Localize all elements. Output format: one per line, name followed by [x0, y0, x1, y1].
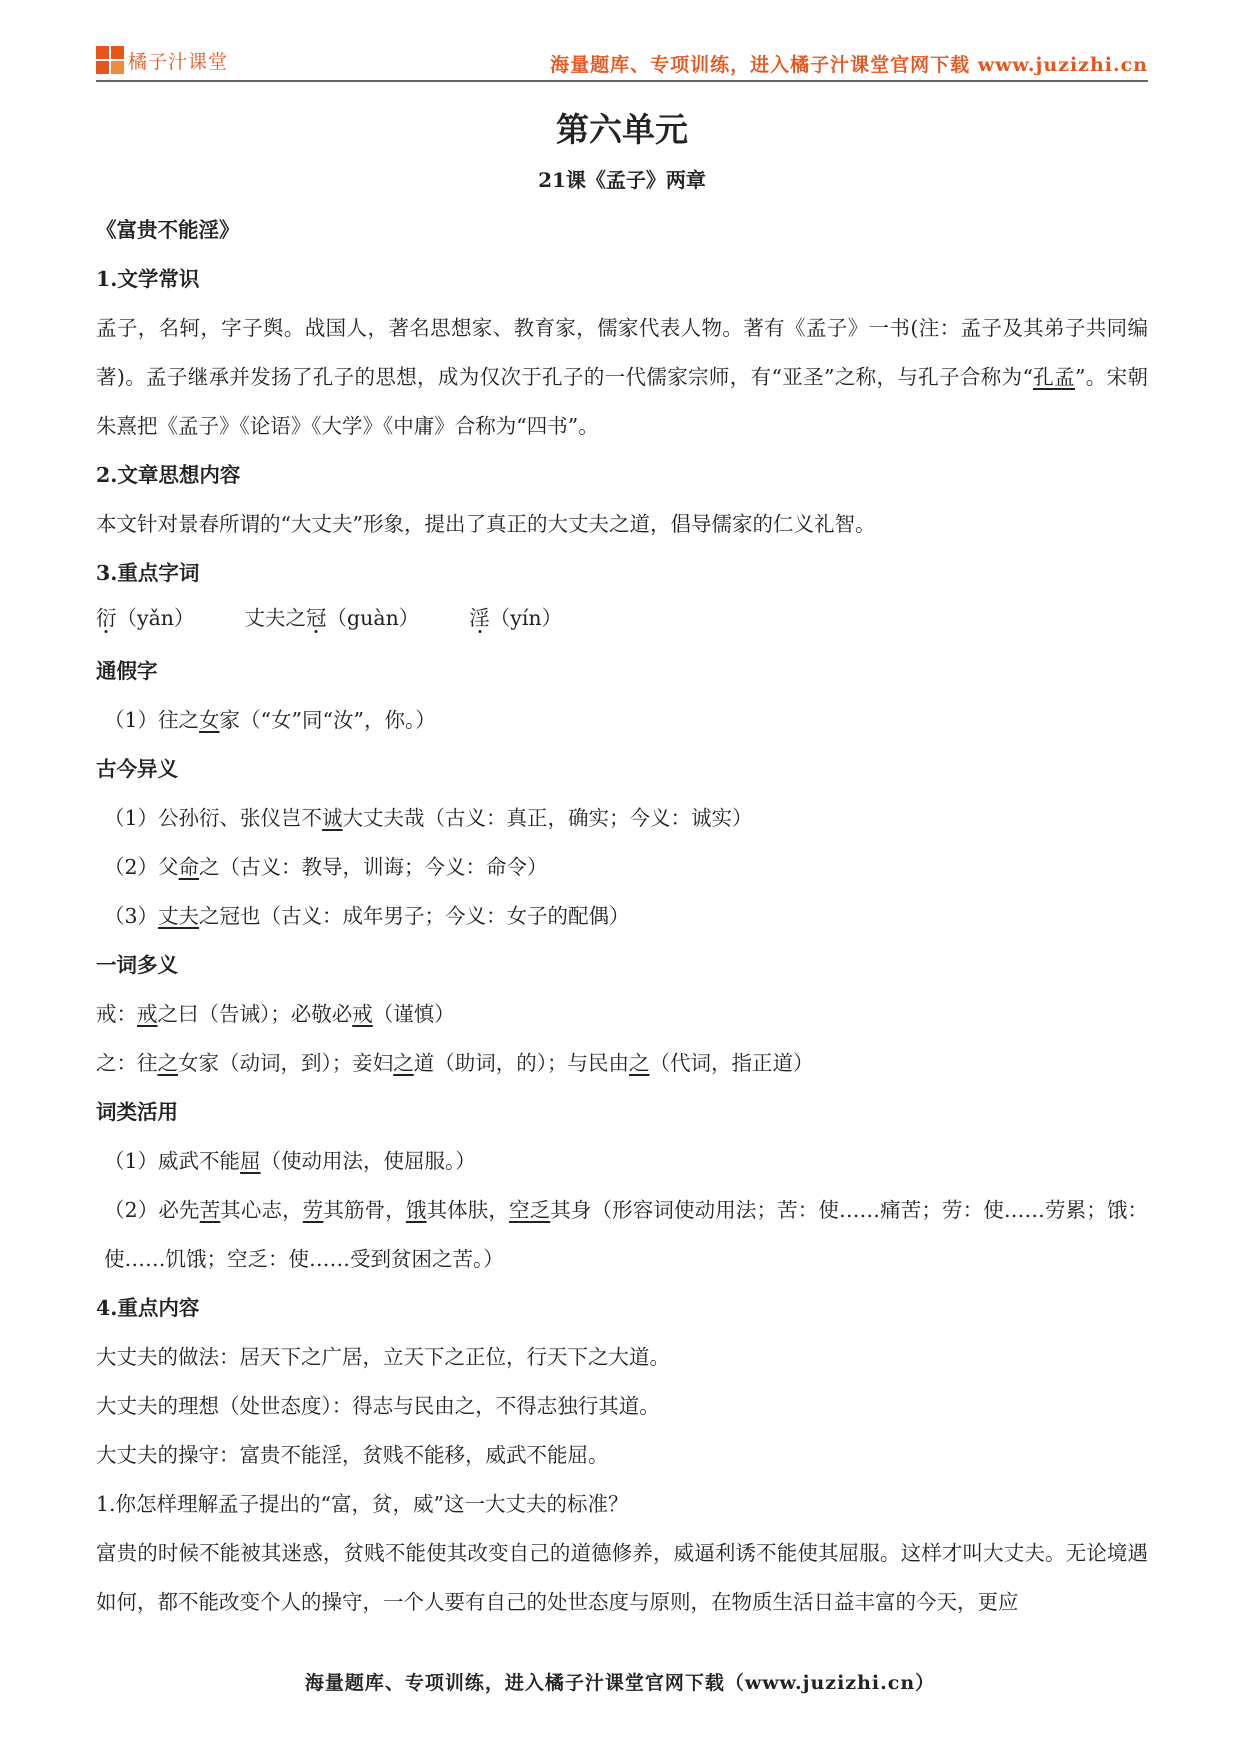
section-heading: 4.重点内容	[96, 1296, 200, 1320]
subsection-heading: 通假字	[96, 659, 158, 683]
page-header	[96, 40, 1148, 82]
logo-text: 橘子汁课堂	[128, 50, 229, 73]
list-item: （2）必先苦其心志，劳其筋骨，饿其体肤，空乏其身（形容词使动用法；苦：使……痛苦；劳：使……劳累；饿：使……饥饿；空乏：使……受到贫困之苦。）	[104, 1198, 1149, 1271]
list-item: （2）父命之（古义：教导，训诲；今义：命令）	[104, 855, 548, 879]
list-item: （3）丈夫之冠也（古义：成年男子；今义：女子的配偶）	[104, 904, 630, 928]
section-heading: 2.文章思想内容	[96, 463, 241, 487]
key-content-line: 大丈夫的做法：居天下之广居，立天下之正位，行天下之大道。	[96, 1345, 670, 1369]
answer-paragraph: 富贵的时候不能被其迷惑，贫贱不能使其改变自己的道德修养，威逼利诱不能使其屈服。这样才叫大丈夫。无论境遇如何，都不能改变个人的操守，一个人要有自己的处世态度与原则，在物质生活日益丰富的今天，更应	[96, 1541, 1148, 1614]
list-item: （1）威武不能屈（使动用法，使屈服。）	[104, 1149, 476, 1173]
logo-icon	[96, 46, 124, 74]
key-words-line: 衍（yǎn） 丈夫之冠（guàn） 淫（yín）	[96, 606, 563, 630]
unit-title: 第六单元	[556, 110, 688, 149]
subsection-heading: 词类活用	[96, 1100, 178, 1124]
list-item: 戒：戒之曰（告诫）；必敬必戒（谨慎）	[96, 1002, 455, 1026]
list-item: 之：往之女家（动词，到）；妾妇之道（助词，的）；与民由之（代词，指正道）	[96, 1051, 814, 1075]
key-content-line: 大丈夫的操守：富贵不能淫，贫贱不能移，威武不能屈。	[96, 1443, 609, 1467]
page-footer: 海量题库、专项训练，进入橘子汁课堂官网下载（www.juzizhi.cn）	[304, 1672, 936, 1694]
list-item: （1）公孙衍、张仪岂不诚大丈夫哉（古义：真正，确实；今义：诚实）	[104, 806, 753, 830]
key-content-line: 大丈夫的理想（处世态度）：得志与民由之，不得志独行其道。	[96, 1394, 660, 1418]
document-body	[96, 100, 1148, 1627]
essay-title: 《富贵不能淫》	[96, 218, 240, 242]
subsection-heading: 古今异义	[96, 757, 178, 781]
question: 1.你怎样理解孟子提出的“富，贫，威”这一大丈夫的标准？	[96, 1492, 629, 1516]
section-heading: 3.重点字词	[96, 561, 200, 585]
theme-paragraph: 本文针对景春所谓的“大丈夫”形象，提出了真正的大丈夫之道，倡导儒家的仁义礼智。	[96, 512, 876, 536]
list-item: （1）往之女家（“女”同“汝”，你。）	[104, 708, 436, 732]
section-heading: 1.文学常识	[96, 267, 200, 291]
lesson-title: 21课《孟子》两章	[538, 168, 706, 192]
header-slogan: 海量题库、专项训练，进入橘子汁课堂官网下载 www.juzizhi.cn	[550, 54, 1148, 76]
literature-paragraph: 孟子，名轲，字子舆。战国人，著名思想家、教育家，儒家代表人物。著有《孟子》一书(注：孟子及其弟子共同编著)。孟子继承并发扬了孔子的思想，成为仅次于孔子的一代儒家宗师，有“亚圣”之称，与孔子合称为“孔孟”。宋朝朱熹把《孟子》《论语》《大学》《中庸》合称为“四书”。	[96, 316, 1149, 438]
subsection-heading: 一词多义	[96, 953, 178, 977]
brand-logo[interactable]	[96, 46, 228, 74]
